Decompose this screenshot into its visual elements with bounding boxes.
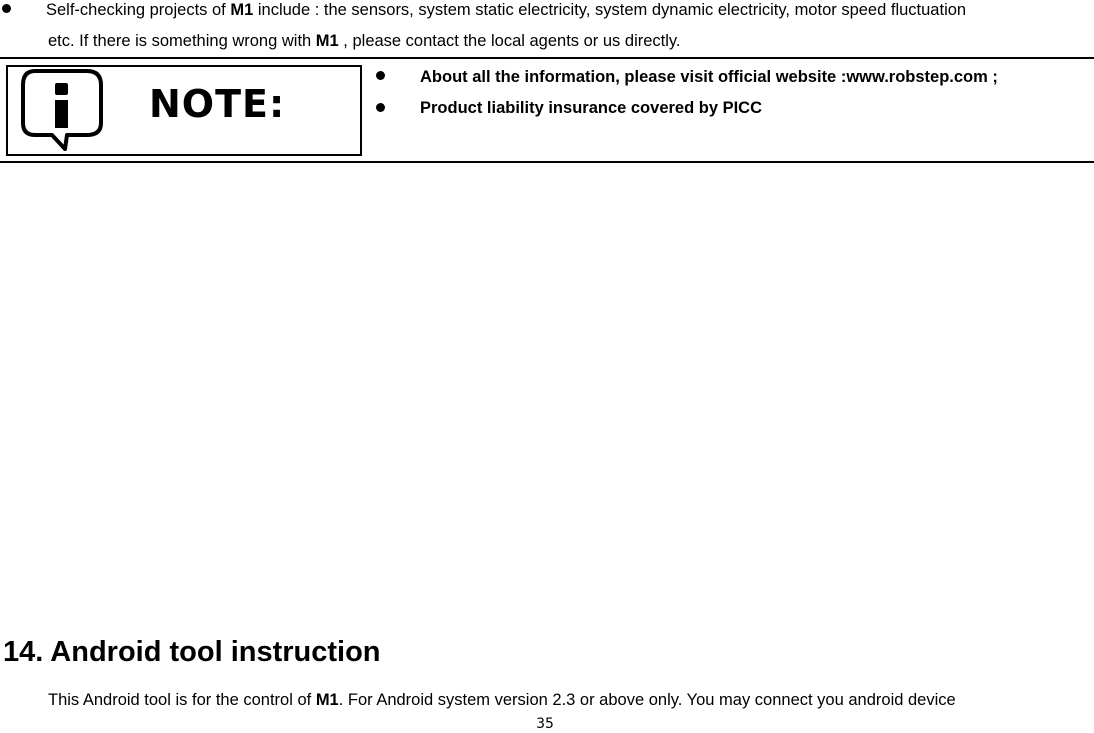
bullet-dot-icon <box>2 4 11 13</box>
page-number: 35 <box>536 716 554 732</box>
note-item-1: About all the information, please visit official website :www.robstep.com ; <box>420 68 998 86</box>
section-body-suffix: . For Android system version 2.3 or above only. You may connect you android device <box>338 691 956 709</box>
self-check-line-2 <box>48 31 681 51</box>
note-box <box>6 65 362 156</box>
note-bullet-2-icon <box>376 103 385 112</box>
section-body-model: M1 <box>315 691 339 709</box>
section-body <box>48 690 956 710</box>
self-check-line-2-model: M1 <box>315 32 339 50</box>
note-label: NOTE: <box>149 82 286 126</box>
info-speech-bubble-icon <box>21 69 111 151</box>
section-heading: 14. Android tool instruction <box>3 636 381 668</box>
self-check-line-1-prefix: Self-checking projects of <box>46 1 231 19</box>
note-item-2: Product liability insurance covered by PICC <box>420 99 763 117</box>
note-top-rule <box>0 57 1094 59</box>
section-body-prefix: This Android tool is for the control of <box>48 691 316 709</box>
self-check-line-2-prefix: etc. If there is something wrong with <box>48 32 316 50</box>
note-bullet-1-icon <box>376 71 385 80</box>
self-check-line-1-suffix: include : the sensors, system static electricity, system dynamic electricity, motor speed fluctuation <box>253 1 967 19</box>
self-check-line-1-model: M1 <box>230 1 254 19</box>
self-check-line-1 <box>46 0 966 20</box>
note-bottom-rule <box>0 161 1094 163</box>
self-check-line-2-suffix: , please contact the local agents or us directly. <box>338 32 681 50</box>
